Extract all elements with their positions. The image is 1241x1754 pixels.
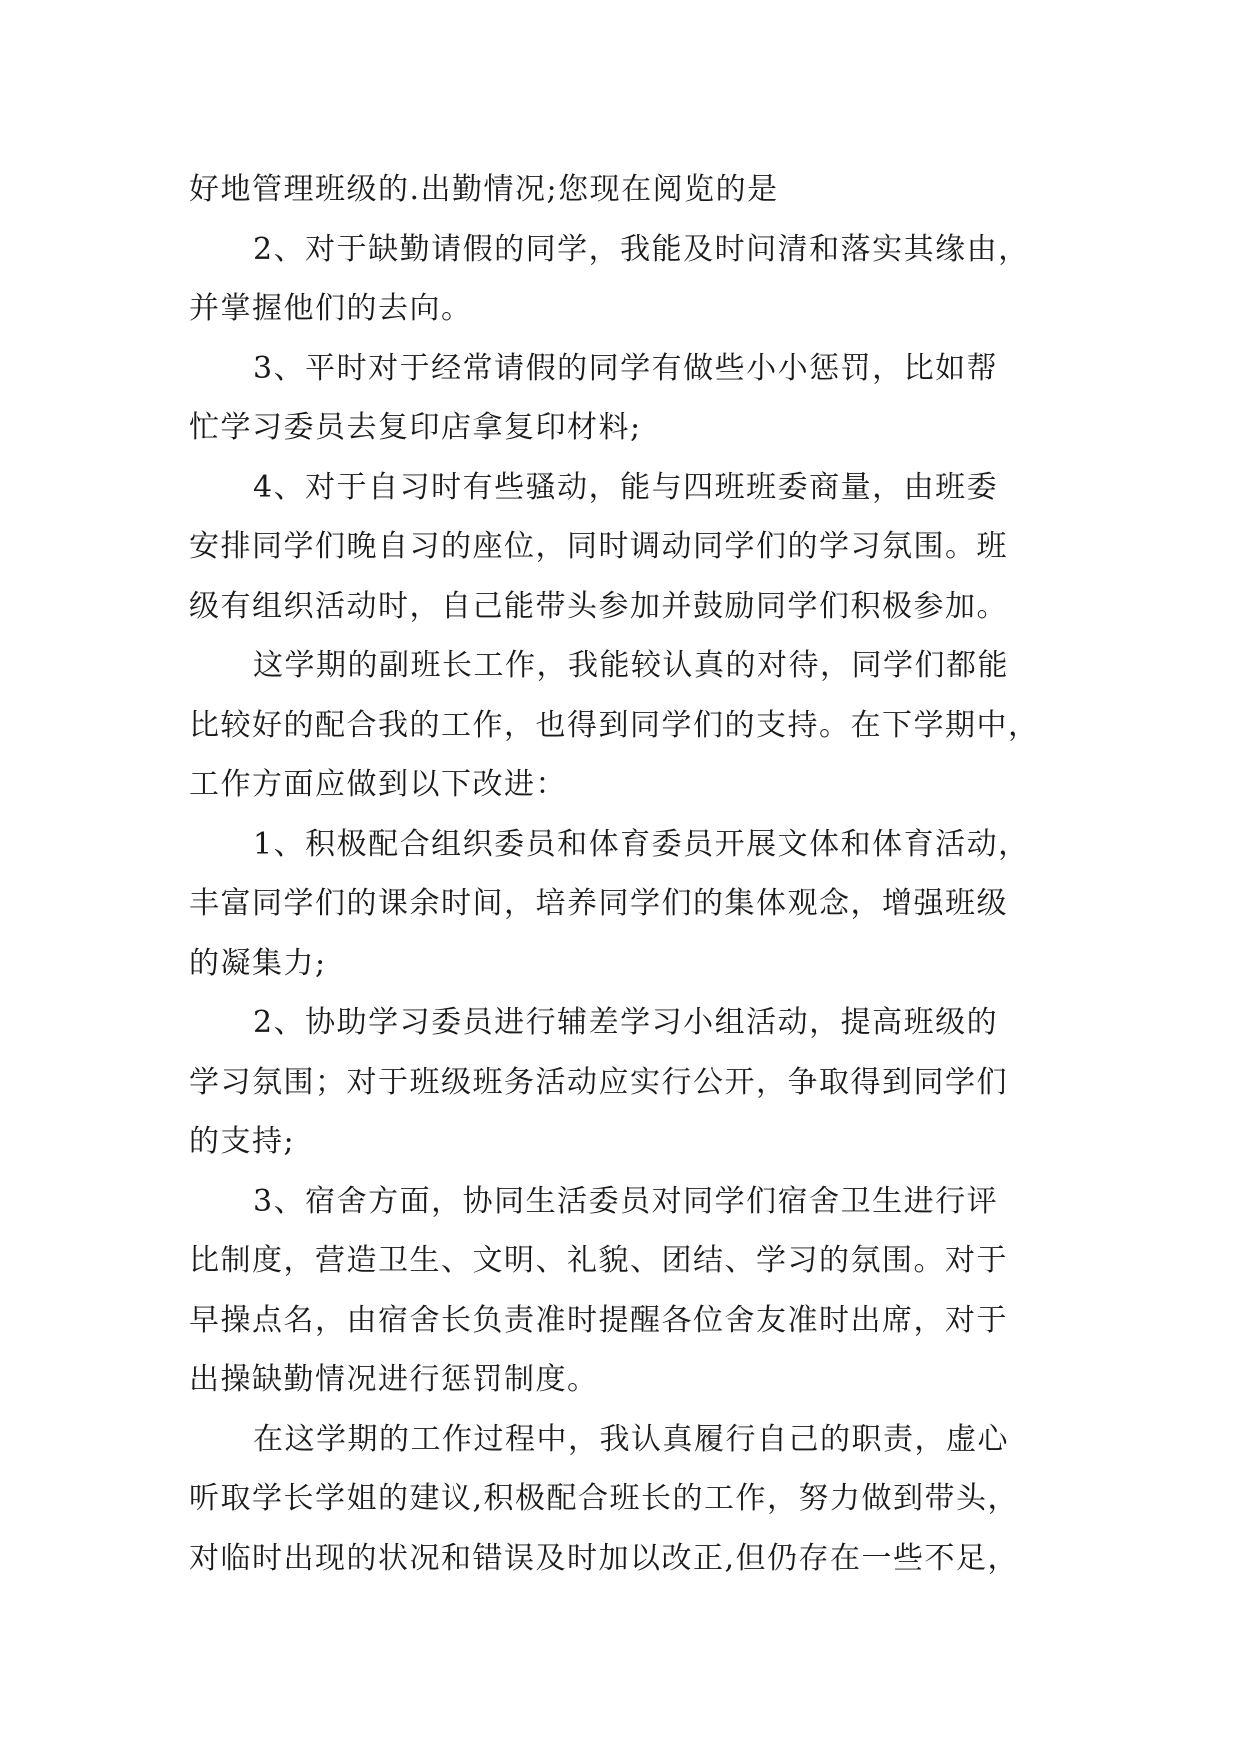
- text-line: 4、对于自习时有些骚动，能与四班班委商量，由班委: [253, 469, 999, 505]
- text-line: 3、平时对于经常请假的同学有做些小小惩罚，比如帮: [253, 350, 999, 386]
- text-line: 丰富同学们的课余时间，培养同学们的集体观念，增强班级: [189, 886, 1008, 921]
- text-line: 工作方面应做到以下改进：: [189, 767, 567, 802]
- text-line: 在这学期的工作过程中，我认真履行自己的职责，虚心: [253, 1421, 1009, 1457]
- text-line: 好地管理班级的.出勤情况;您现在阅览的是: [189, 172, 779, 207]
- text-line: 安排同学们晚自习的座位，同时调动同学们的学习氛围。班: [189, 529, 1008, 564]
- text-line: 的支持;: [189, 1124, 296, 1159]
- text-line: 这学期的副班长工作，我能较认真的对待，同学们都能: [253, 648, 1009, 683]
- text-line: 学习氛围；对于班级班务活动应实行公开，争取得到同学们: [189, 1064, 1008, 1100]
- text-line: 3、宿舍方面，协同生活委员对同学们宿舍卫生进行评: [253, 1183, 999, 1219]
- text-line: 比较好的配合我的工作，也得到同学们的支持。在下学期中，: [189, 707, 1040, 743]
- text-line: 早操点名，由宿舍长负责准时提醒各位舍友准时出席，对于: [189, 1302, 1008, 1338]
- text-line: 的凝集力;: [189, 945, 327, 981]
- text-line: 2、协助学习委员进行辅差学习小组活动，提高班级的: [253, 1005, 999, 1040]
- text-line: 级有组织活动时，自己能带头参加并鼓励同学们积极参加。: [189, 588, 1008, 624]
- text-line: 1、积极配合组织委员和体育委员开展文体和体育活动，: [253, 826, 1030, 862]
- text-line: 对临时出现的状况和错误及时加以改正,但仍存在一些不足，: [189, 1540, 1020, 1576]
- text-line: 忙学习委员去复印店拿复印材料;: [189, 410, 642, 445]
- text-line: 并掌握他们的去向。: [189, 291, 473, 326]
- text-line: 比制度，营造卫生、文明、礼貌、团结、学习的氛围。对于: [189, 1243, 1008, 1278]
- document-body: [189, 160, 1069, 1588]
- text-line: 听取学长学姐的建议,积极配合班长的工作，努力做到带头，: [189, 1481, 1020, 1516]
- text-line: 2、对于缺勤请假的同学，我能及时问清和落实其缘由，: [253, 231, 1030, 267]
- text-line: 出操缺勤情况进行惩罚制度。: [189, 1362, 599, 1397]
